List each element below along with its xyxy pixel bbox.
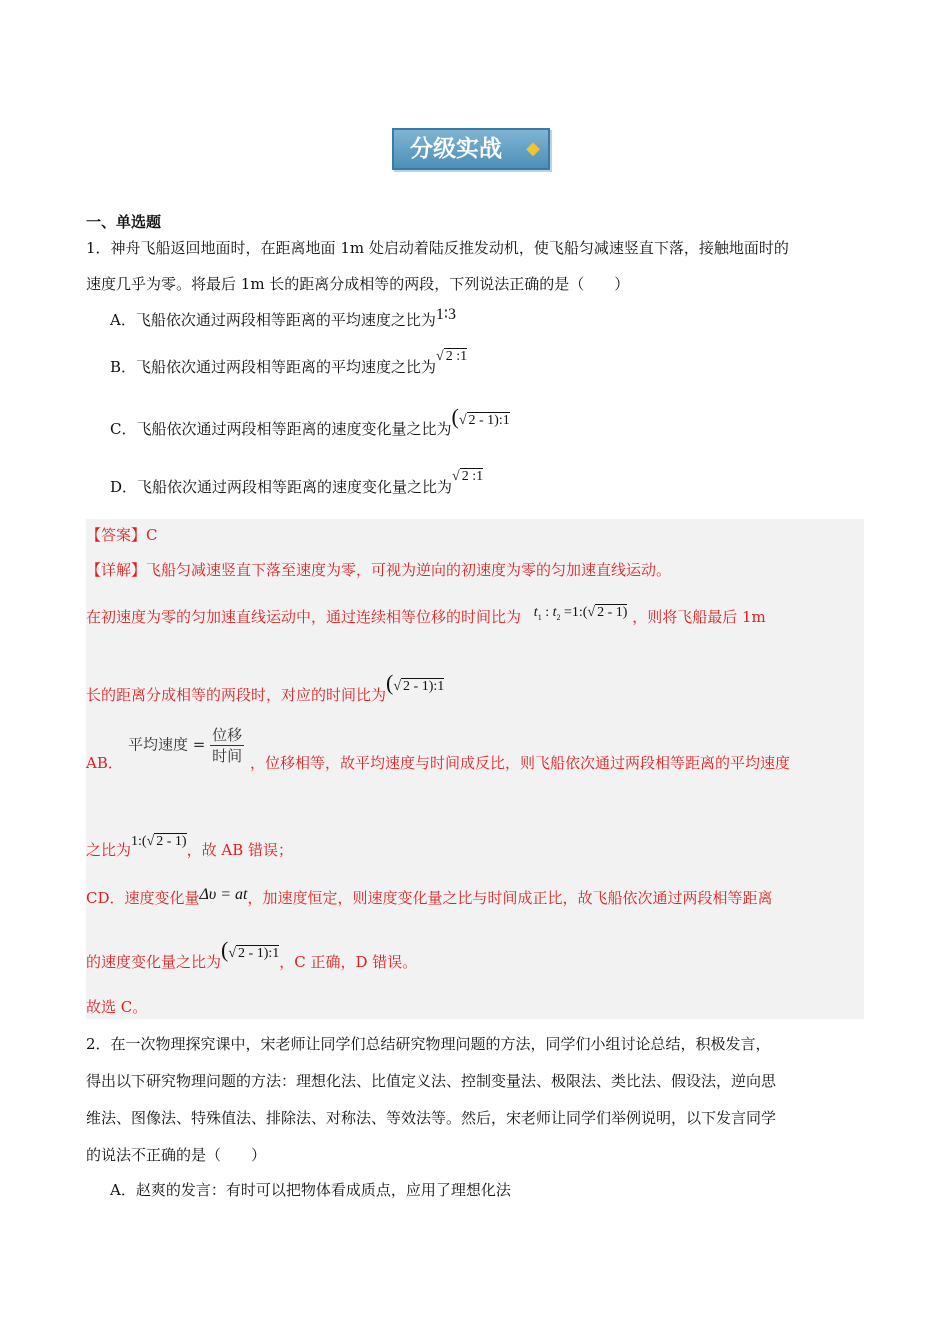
detail3-radicand: 2 - 1):1	[403, 679, 445, 694]
q2-stem-line3: 维法、图像法、特殊值法、排除法、对称法、等效法等。然后，宋老师让同学们举例说明，以下发言同学	[86, 1109, 777, 1127]
detail3-math: (√ 2 - 1):1	[386, 670, 445, 695]
fraction-denominator: 时间	[212, 747, 243, 765]
time-ratio-radicand: 2 - 1)	[597, 605, 628, 620]
star-icon: ◆	[526, 138, 540, 159]
q2-option-a: A．赵爽的发言：有时可以把物体看成质点，应用了理想化法	[110, 1181, 511, 1199]
ab-text2: 之比为	[86, 841, 132, 859]
q1-option-b	[110, 349, 468, 379]
cd-text3: ，C 正确，D 错误。	[279, 953, 418, 971]
cd-line1	[86, 888, 773, 909]
cd-math2: (√ 2 - 1):1	[221, 937, 280, 962]
detail-text3: 长的距离分成相等的两段时，对应的时间比为	[86, 686, 387, 704]
q2-stem-line4: 的说法不正确的是（ ）	[86, 1146, 267, 1164]
q1-option-c-text: C．飞船依次通过两段相等距离的速度变化量之比为	[110, 420, 452, 438]
fraction-numerator: 位移	[212, 726, 243, 744]
q2-stem-line1: 2．在一次物理探究课中，宋老师让同学们总结研究物理问题的方法，同学们小组讨论总结，积极发言，	[86, 1035, 771, 1053]
ab-math: 1:(√ 2 - 1)	[131, 834, 187, 849]
q1-option-d-math: √ 2 :1	[452, 469, 484, 484]
cd-text: ，加速度恒定，则速度变化量之比与时间成正比，故飞船依次通过两段相等距离	[247, 889, 773, 907]
formula-left: 平均速度 =	[128, 735, 206, 754]
cd-text2: 的速度变化量之比为	[86, 953, 222, 971]
detail-text1: 飞船匀减速竖直下落至速度为零，可视为逆向的初速度为零的匀加速直线运动。	[146, 561, 672, 579]
cd-math2-radicand: 2 - 1):1	[238, 946, 280, 961]
detail-line2	[86, 607, 766, 634]
cd-math: Δυ = at	[199, 886, 248, 903]
q1-option-d-radicand: 2 :1	[461, 469, 484, 484]
answer-label: 【答案】	[86, 526, 147, 544]
ab-math-prefix: 1:(	[131, 834, 147, 849]
q1-option-d	[110, 469, 484, 499]
q2-stem-line2: 得出以下研究物理问题的方法：理想化法、比值定义法、控制变量法、极限法、类比法、假设法，逆向思	[86, 1072, 777, 1090]
answer-value: C	[146, 526, 158, 544]
badge-label: 分级实战	[410, 136, 502, 162]
q1-option-c	[110, 404, 510, 441]
answer-line	[86, 525, 158, 545]
ab-text: ，位移相等，故平均速度与时间成反比，则飞船依次通过两段相等距离的平均速度	[250, 754, 791, 772]
detail-text2b: ，则将飞船最后 1m	[632, 608, 766, 626]
time-ratio-formula: $t_1$ : $t_2$ =1:(√ 2 - 1)	[533, 605, 628, 622]
q1-option-a	[110, 306, 457, 331]
detail-text2a: 在初速度为零的匀加速直线运动中，通过连续相等位移的时间比为	[86, 608, 522, 626]
q1-option-c-radicand: 2 - 1):1	[468, 413, 510, 428]
ab-line2	[86, 834, 293, 862]
conclusion: 故选 C。	[86, 998, 148, 1016]
cd-label: CD．速度变化量	[86, 889, 200, 907]
time-ratio-prefix: =1:(	[563, 605, 588, 620]
section-badge	[392, 128, 550, 170]
section-title: 一、单选题	[86, 213, 162, 231]
cd-line2	[86, 937, 418, 974]
q1-option-b-text: B．飞船依次通过两段相等距离的平均速度之比为	[110, 358, 437, 376]
q1-stem-line2: 速度几乎为零。将最后 1m 长的距离分成相等的两段，下列说法正确的是（ ）	[86, 275, 630, 293]
ab-text3: ，故 AB 错误；	[186, 841, 293, 859]
detail-label: 【详解】	[86, 561, 147, 579]
formula-fraction	[210, 725, 244, 766]
ab-math-radicand: 2 - 1)	[156, 834, 187, 849]
ab-label: AB．	[86, 754, 123, 772]
q1-option-b-radicand: 2 :1	[445, 349, 468, 364]
detail-line3	[86, 670, 445, 707]
q1-option-a-text: A．飞船依次通过两段相等距离的平均速度之比为	[110, 311, 436, 329]
q1-option-c-math: (√ 2 - 1):1	[451, 404, 510, 429]
q1-stem-line1: 1．神舟飞船返回地面时，在距离地面 1m 处启动着陆反推发动机，使飞船匀减速竖直下落，接触地面时的	[86, 239, 789, 257]
q1-option-b-math: √ 2 :1	[436, 349, 468, 364]
detail-line1	[86, 560, 671, 580]
q1-option-a-math: 1∶3	[435, 306, 457, 323]
average-speed-formula	[128, 725, 244, 766]
q1-option-d-text: D．飞船依次通过两段相等距离的速度变化量之比为	[110, 478, 453, 496]
